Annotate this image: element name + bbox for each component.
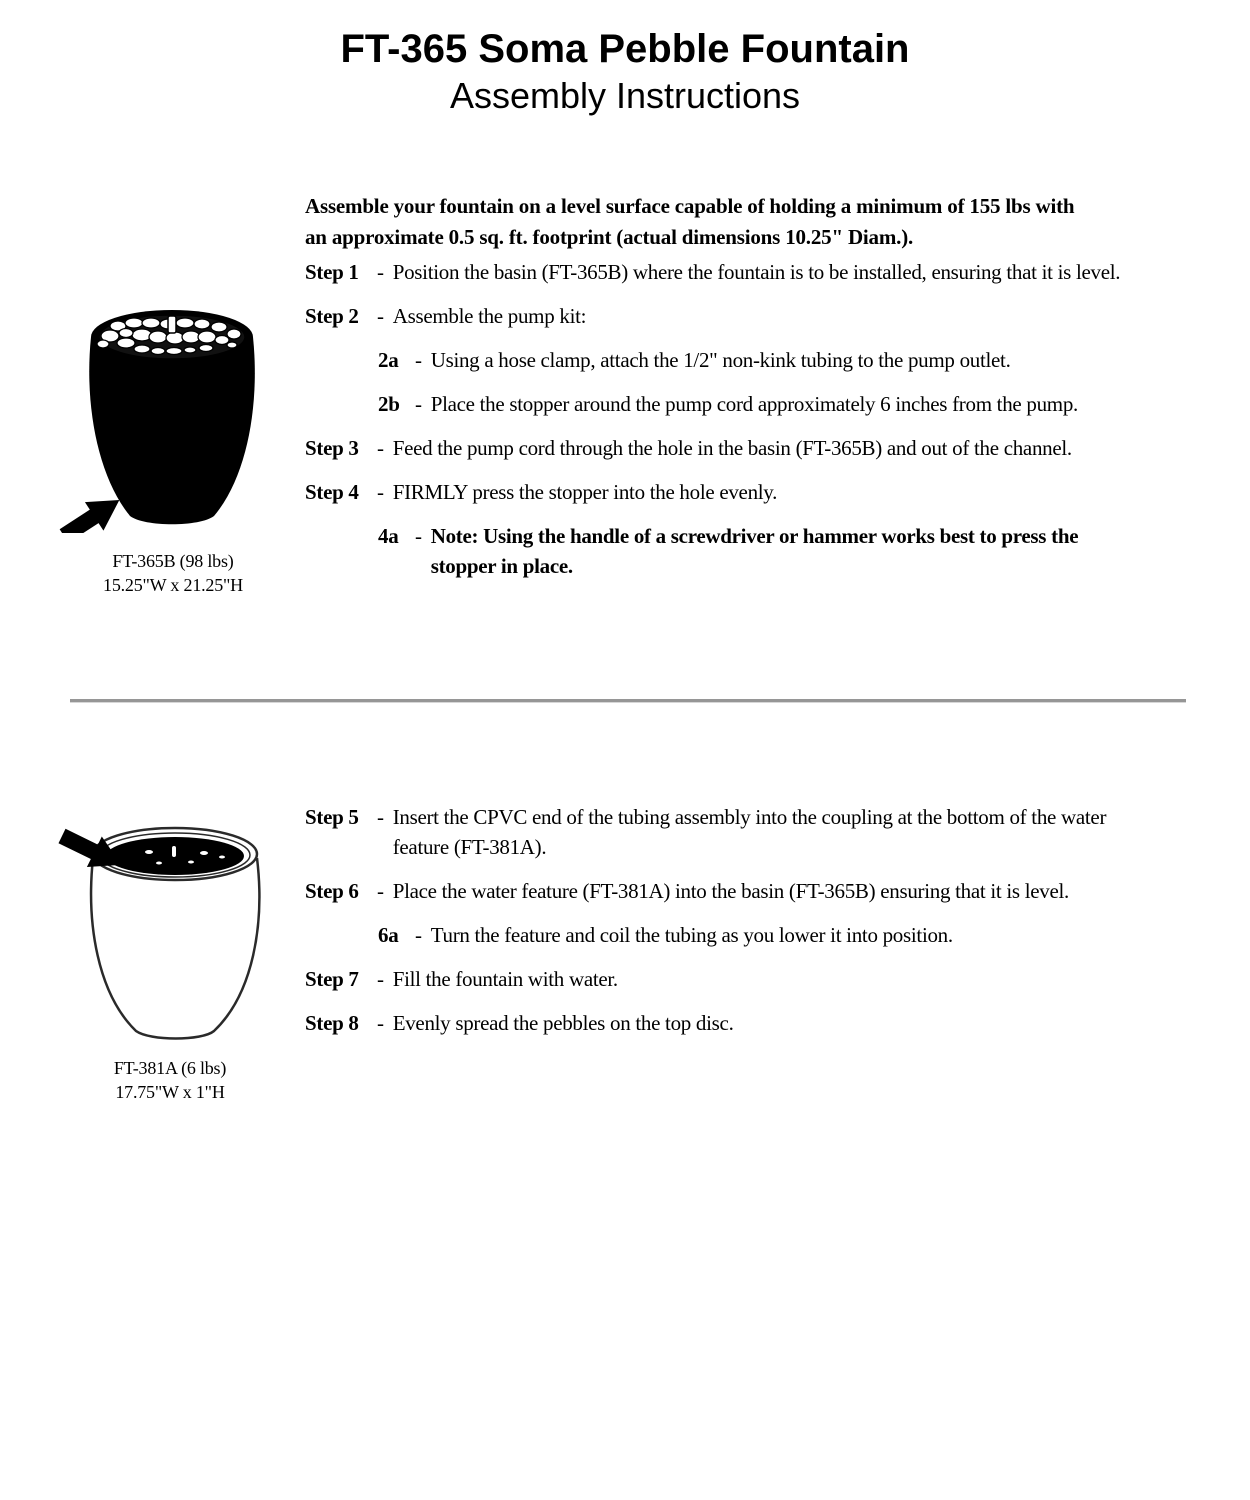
step-label: 4a (378, 524, 399, 548)
step-separator: - (377, 967, 384, 991)
step-separator: - (415, 392, 422, 416)
figure-caption (54, 1056, 286, 1104)
step-label: Step 8 (305, 1011, 359, 1035)
part-number: FT-365B (98 lbs) (112, 551, 234, 571)
substep-row (378, 521, 1205, 581)
step-row (305, 257, 1205, 287)
step-text: Note: Using the handle of a screwdriver or hammer works best to press the stopper in place. (430, 524, 1079, 578)
step-label: Step 3 (305, 436, 359, 460)
step-text: FIRMLY press the stopper into the hole evenly. (392, 480, 778, 504)
step-separator: - (377, 436, 384, 460)
step-text: Feed the pump cord through the hole in the basin (FT-365B) and out of the channel. (392, 436, 1072, 460)
basin-outline (91, 858, 259, 1039)
step-separator: - (377, 805, 384, 829)
step-label: Step 2 (305, 304, 359, 328)
intro-line: an approximate 0.5 sq. ft. footprint (actual dimensions 10.25" Diam.). (305, 225, 914, 249)
water-feature-disc-illustration (54, 812, 286, 1044)
basin-pebbles-illustration (58, 293, 288, 533)
step-label: Step 1 (305, 260, 359, 284)
step-separator: - (377, 260, 384, 284)
step-row (305, 477, 1205, 507)
step-row (305, 433, 1205, 463)
step-text: Position the basin (FT-365B) where the fountain is to be installed, ensuring that it is level. (392, 260, 1121, 284)
figure-caption (58, 549, 288, 597)
step-separator: - (377, 304, 384, 328)
step-row (305, 301, 1205, 331)
page-subtitle: Assembly Instructions (449, 75, 801, 116)
step-separator: - (415, 923, 422, 947)
step-text: Place the stopper around the pump cord approximately 6 inches from the pump. (430, 392, 1078, 416)
substep-row (378, 389, 1205, 419)
steps-section-2 (305, 802, 1205, 1052)
title-block (0, 24, 1250, 118)
steps-section-1 (305, 257, 1205, 595)
step-label: 2b (378, 392, 400, 416)
step-label: Step 7 (305, 967, 359, 991)
step-label: Step 6 (305, 879, 359, 903)
water-feature-figure (54, 812, 286, 1104)
substep-row (378, 920, 1205, 950)
basin-body (89, 337, 255, 524)
step-text: Fill the fountain with water. (392, 967, 618, 991)
part-dimensions: 15.25"W x 21.25"H (103, 575, 243, 595)
step-row (305, 1008, 1205, 1038)
nozzle (168, 316, 176, 333)
step-row (305, 802, 1205, 862)
step-label: Step 5 (305, 805, 359, 829)
page-title: FT-365 Soma Pebble Fountain (340, 27, 910, 71)
step-text: Place the water feature (FT-381A) into the basin (FT-365B) ensuring that it is level. (392, 879, 1069, 903)
step-row (305, 964, 1205, 994)
step-text: Insert the CPVC end of the tubing assembly into the coupling at the bottom of the water feature (FT-381A). (392, 805, 1107, 859)
step-label: 6a (378, 923, 399, 947)
step-separator: - (377, 879, 384, 903)
step-separator: - (415, 524, 422, 548)
substep-row (378, 345, 1205, 375)
step-separator: - (377, 1011, 384, 1035)
step-label: 2a (378, 348, 399, 372)
step-separator: - (377, 480, 384, 504)
step-text: Turn the feature and coil the tubing as you lower it into position. (430, 923, 953, 947)
step-separator: - (415, 348, 422, 372)
step-text: Using a hose clamp, attach the 1/2" non-kink tubing to the pump outlet. (430, 348, 1011, 372)
part-number: FT-381A (6 lbs) (113, 1058, 227, 1078)
step-row (305, 876, 1205, 906)
intro-paragraph (305, 191, 1074, 253)
intro-line: Assemble your fountain on a level surface capable of holding a minimum of 155 lbs with (305, 194, 1075, 218)
basin-figure (58, 293, 288, 597)
step-label: Step 4 (305, 480, 359, 504)
step-text: Assemble the pump kit: (392, 304, 587, 328)
step-text: Evenly spread the pebbles on the top disc. (392, 1011, 734, 1035)
part-dimensions: 17.75"W x 1"H (115, 1082, 225, 1102)
section-divider (70, 699, 1186, 703)
